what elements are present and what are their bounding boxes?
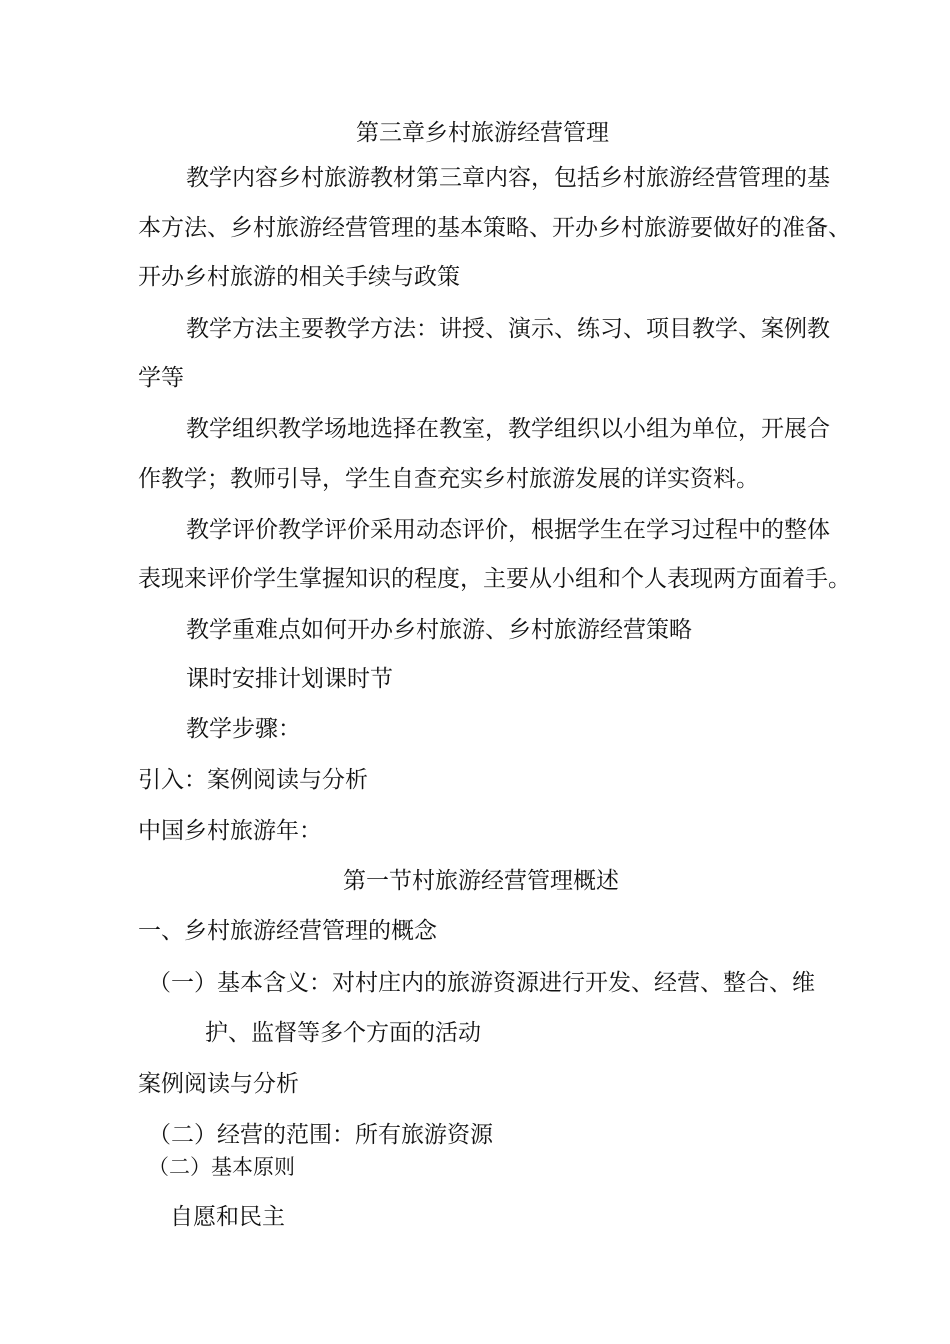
intro-line: 引入：案例阅读与分析 [138,767,368,793]
teaching-content-line-3: 开办乡村旅游的相关手续与政策 [138,264,460,290]
teaching-method-line-1: 教学方法主要教学方法：讲授、演示、练习、项目教学、案例教 [186,316,830,342]
key-points: 教学重难点如何开办乡村旅游、乡村旅游经营策略 [186,617,692,643]
basic-meaning-line-1: （一）基本含义：对村庄内的旅游资源进行开发、经营、整合、维 [148,970,815,996]
chapter-title: 第三章乡村旅游经营管理 [356,120,609,146]
china-rural-tourism-year: 中国乡村旅游年： [138,818,322,844]
operation-scope: （二）经营的范围：所有旅游资源 [148,1122,493,1148]
class-schedule: 课时安排计划课时节 [186,666,393,692]
teaching-organization-line-1: 教学组织教学场地选择在教室，教学组织以小组为单位，开展合 [186,416,830,442]
heading-concept: 一、乡村旅游经营管理的概念 [138,918,437,944]
teaching-organization-line-2: 作教学；教师引导，学生自查充实乡村旅游发展的详实资料。 [138,466,759,492]
teaching-content-line-1: 教学内容乡村旅游教材第三章内容，包括乡村旅游经营管理的基 [186,165,830,191]
basic-principles: （二）基本原则 [148,1155,295,1179]
case-reading: 案例阅读与分析 [138,1071,299,1097]
teaching-method-line-2: 学等 [138,365,184,391]
voluntary-democracy: 自愿和民主 [170,1204,285,1230]
teaching-content-line-2: 本方法、乡村旅游经营管理的基本策略、开办乡村旅游要做好的准备、 [138,215,851,241]
section-title: 第一节村旅游经营管理概述 [343,868,619,894]
teaching-evaluation-line-2: 表现来评价学生掌握知识的程度，主要从小组和个人表现两方面着手。 [138,566,851,592]
teaching-evaluation-line-1: 教学评价教学评价采用动态评价，根据学生在学习过程中的整体 [186,517,830,543]
teaching-steps: 教学步骤： [186,716,301,742]
basic-meaning-line-2: 护、监督等多个方面的活动 [205,1020,481,1046]
